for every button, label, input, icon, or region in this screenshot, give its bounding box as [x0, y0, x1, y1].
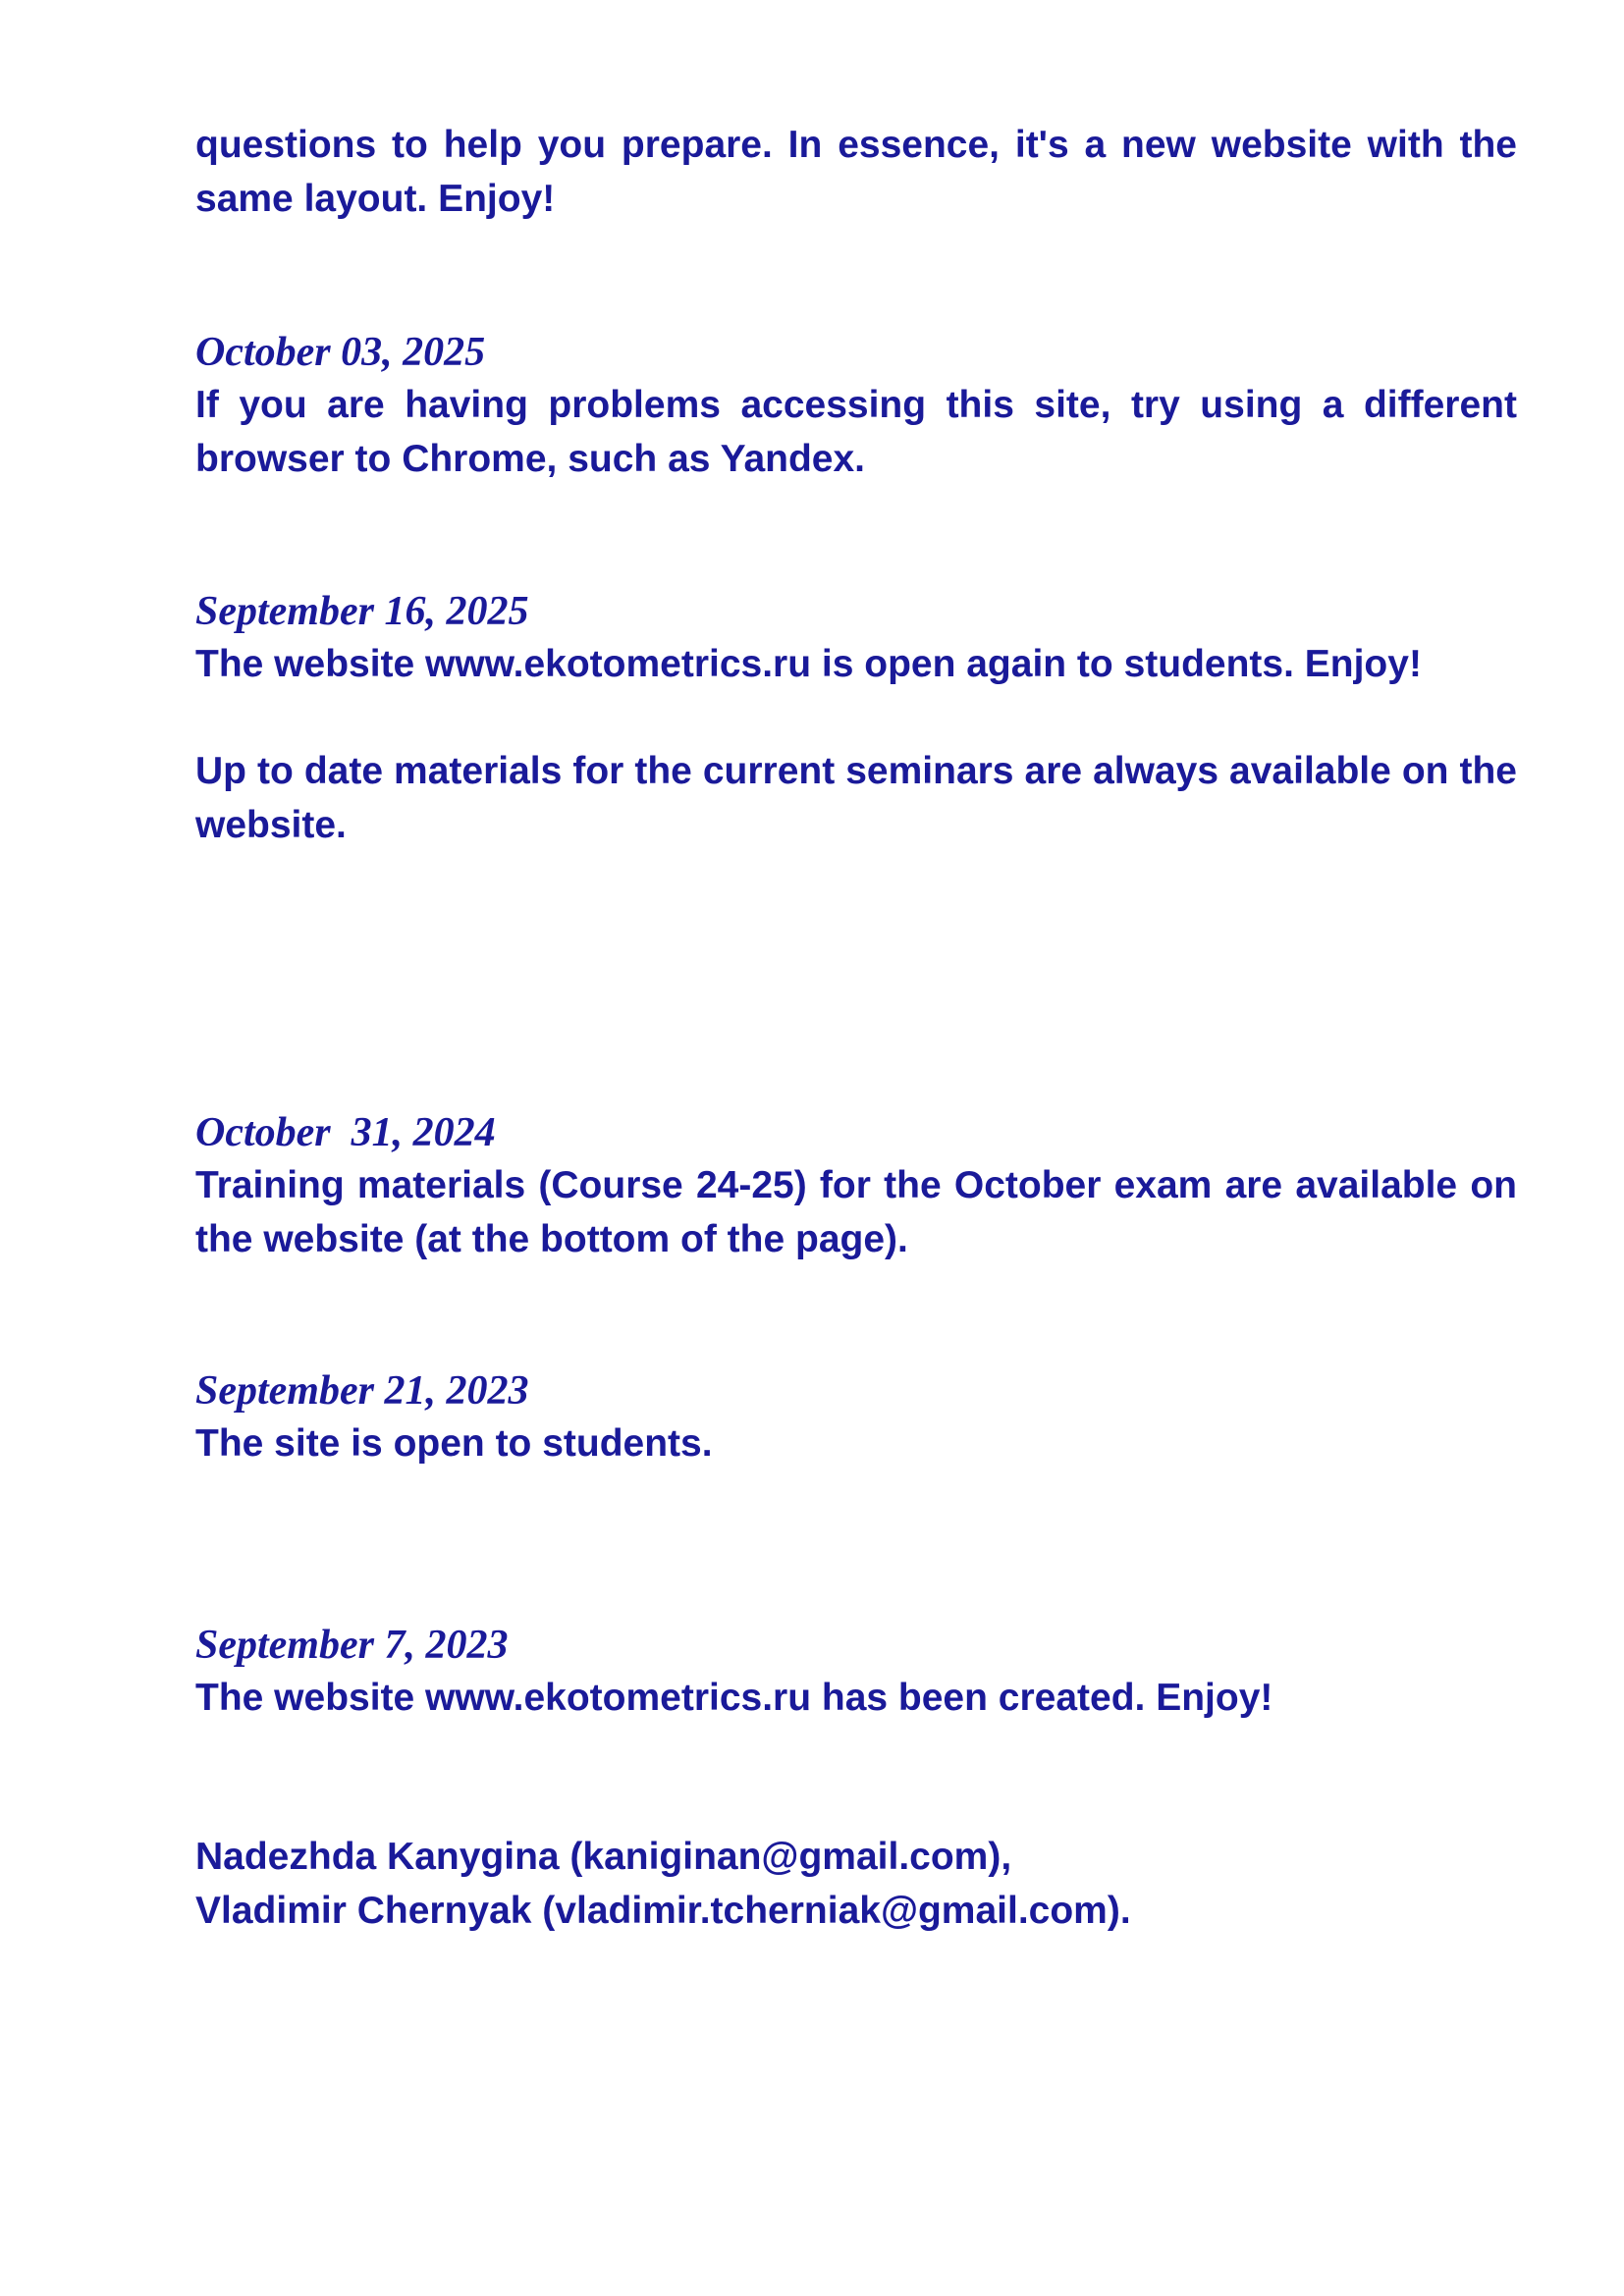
intro-block [195, 118, 1517, 226]
entry-date: October 03, 2025 [195, 330, 486, 375]
entry-paragraph: The website www.ekotometrics.ru has been created. Enjoy! [195, 1677, 1273, 1719]
signature-block [195, 1830, 1517, 1938]
entry-paragraph: The site is open to students. [195, 1422, 713, 1465]
entry-paragraph: Training materials (Course 24-25) for the October exam are available on the website (at the bottom of the page). [195, 1164, 1517, 1260]
news-entry [195, 327, 1517, 486]
news-entry-continuation [195, 744, 1517, 852]
signature-line: Vladimir Chernyak (vladimir.tcherniak@gmail.com). [195, 1890, 1131, 1932]
entry-paragraph: If you are having problems accessing this site, try using a different browser to Chrome, such as Yandex. [195, 384, 1517, 480]
news-entry [195, 1107, 1517, 1266]
entry-date: September 16, 2025 [195, 589, 529, 634]
intro-paragraph: questions to help you prepare. In essence, it's a new website with the same layout. Enjoy! [195, 124, 1517, 220]
entry-paragraph: The website www.ekotometrics.ru is open again to students. Enjoy! [195, 643, 1422, 685]
entry-date: September 21, 2023 [195, 1368, 529, 1414]
news-entry [195, 1365, 1517, 1470]
entry-date: October 31, 2024 [195, 1110, 496, 1155]
entry-paragraph: Up to date materials for the current seminars are always available on the website. [195, 750, 1517, 846]
news-entry [195, 1620, 1517, 1725]
entry-date: September 7, 2023 [195, 1623, 509, 1668]
news-entry [195, 586, 1517, 691]
signature-line: Nadezhda Kanygina (kaniginan@gmail.com), [195, 1836, 1012, 1878]
